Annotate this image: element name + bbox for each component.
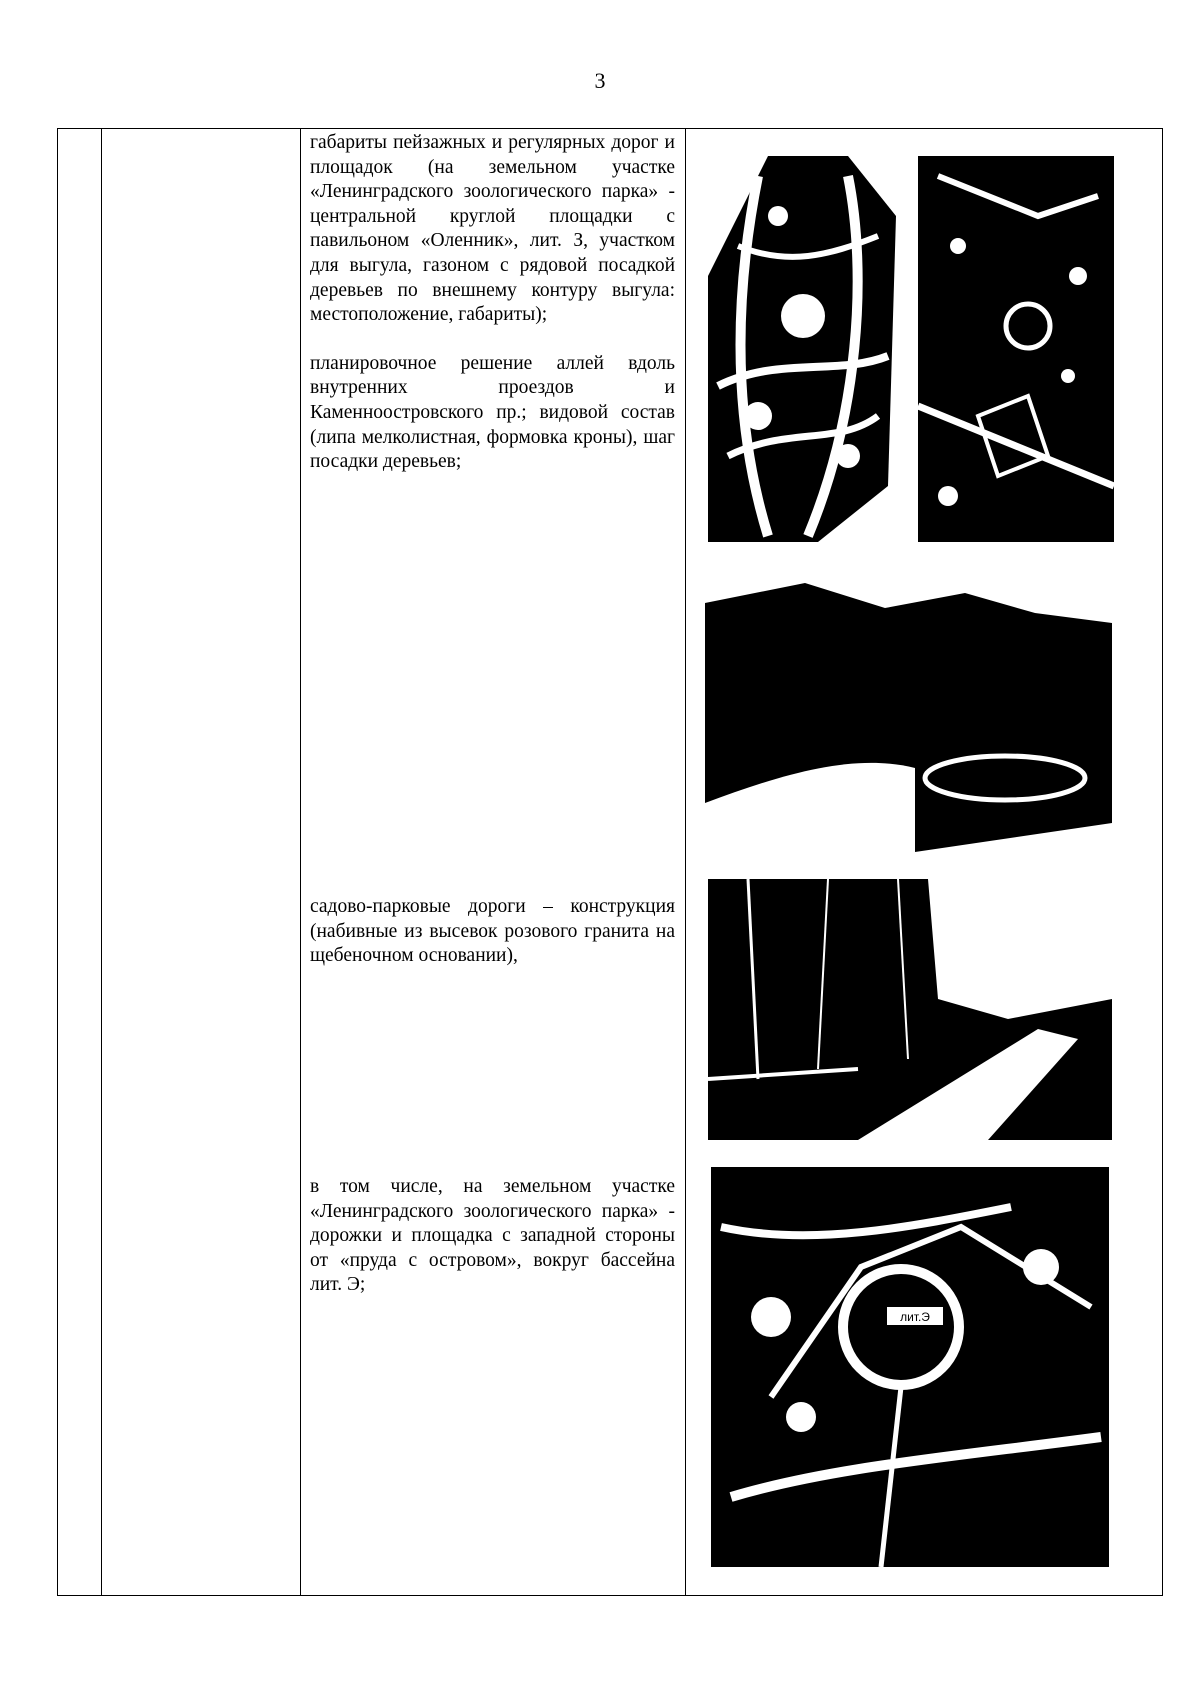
paragraph-roads-dimensions: габариты пейзажных и регулярных дорог и площадок (на земельном участке «Ленинградского зоологического парка» - центральной круглой площадки с павильоном «Оленник», лит. З, участком для выгула, газоном с рядовой посадкой деревьев по внешнему контуру выгула: местоположение, габариты); <box>310 132 675 326</box>
column-divider <box>300 129 301 1595</box>
content-table <box>57 128 1163 1596</box>
paragraph-garden-roads: садово-парковые дороги – конструкция (набивные из высевок розового гранита на щебеночном основании), <box>310 896 675 967</box>
paragraph-pond-paths: в том числе, на земельном участке «Ленинградского зоологического парка» - дорожки и площадка с западной стороны от «пруда с островом», вокруг бассейна лит. Э; <box>310 1176 675 1296</box>
park-trees-photo-image <box>705 573 1112 852</box>
alley-trees-photo-image <box>708 879 1112 1140</box>
column-divider <box>685 129 686 1595</box>
paragraph-alleys-planning: планировочное решение аллей вдоль внутренних проездов и Каменноостровского пр.; видовой состав (липа мелколистная, формовка кроны), шаг посадки деревьев; <box>310 352 675 473</box>
pond-label: лит.Э <box>900 1310 930 1324</box>
aerial-pond-map-image <box>711 1167 1109 1567</box>
aerial-photo-image <box>918 156 1114 542</box>
description-cell-2 <box>310 895 675 969</box>
column-divider <box>101 129 102 1595</box>
page-number: 3 <box>594 68 606 93</box>
description-cell-3 <box>310 1175 675 1298</box>
description-cell-1 <box>310 131 675 475</box>
aerial-map-oval-image <box>698 156 896 542</box>
